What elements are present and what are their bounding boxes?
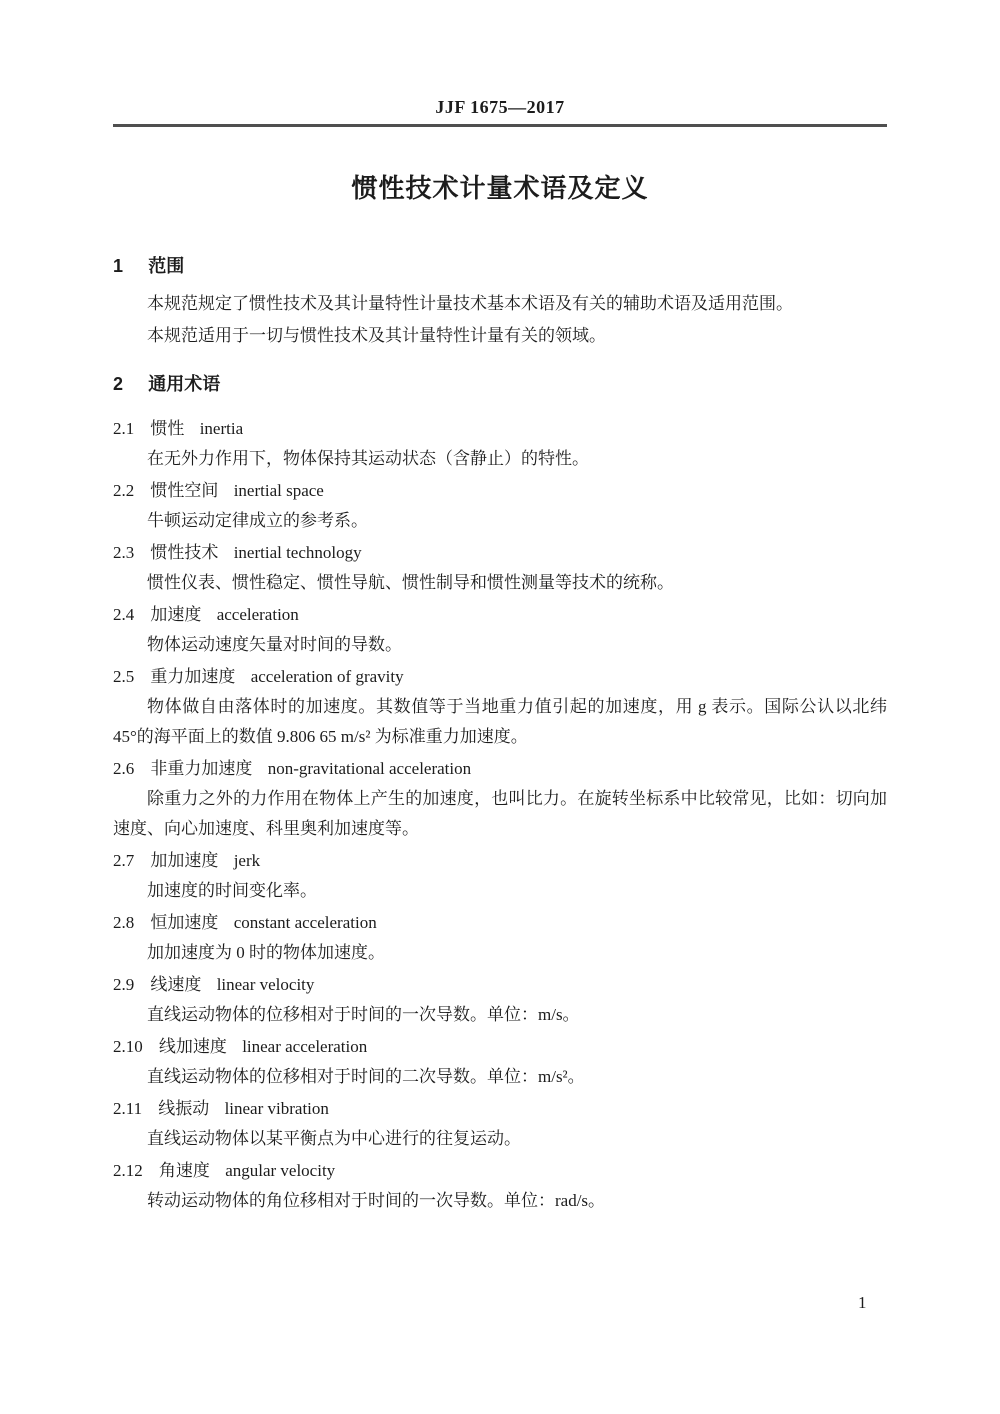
term-entry <box>113 754 887 844</box>
section-1-paragraphs <box>113 288 887 352</box>
section-2-heading <box>113 372 887 396</box>
term-definition: 物体运动速度矢量对时间的导数。 <box>147 635 402 654</box>
term-definition: 物体做自由落体时的加速度。其数值等于当地重力值引起的加速度，用 g 表示。国际公认以北纬 45°的海平面上的数值 9.806 65 m/s² 为标准重力加速度。 <box>113 697 887 746</box>
term-number: 2.11 <box>113 1099 143 1118</box>
term-heading <box>113 1032 887 1062</box>
term-heading <box>113 846 887 876</box>
term-number: 2.1 <box>113 419 135 438</box>
section-2-number: 2 <box>113 374 124 394</box>
term-heading <box>113 754 887 784</box>
term-heading <box>113 600 887 630</box>
term-zh: 加加速度 <box>150 851 219 870</box>
term-en: linear vibration <box>224 1099 329 1118</box>
section-1-heading <box>113 254 887 278</box>
term-definition: 直线运动物体的位移相对于时间的一次导数。单位：m/s。 <box>147 1005 580 1024</box>
section-1-title: 范围 <box>148 256 185 276</box>
term-heading <box>113 476 887 506</box>
term-entry <box>113 1094 887 1154</box>
term-entry <box>113 476 887 536</box>
term-number: 2.3 <box>113 543 135 562</box>
term-en: linear acceleration <box>242 1037 368 1056</box>
term-definition: 直线运动物体的位移相对于时间的二次导数。单位：m/s²。 <box>147 1067 585 1086</box>
term-definition: 牛顿运动定律成立的参考系。 <box>147 511 368 530</box>
term-en: angular velocity <box>225 1161 336 1180</box>
term-en: inertial space <box>233 481 324 500</box>
term-entry <box>113 970 887 1030</box>
term-entry <box>113 662 887 752</box>
term-definition: 除重力之外的力作用在物体上产生的加速度，也叫比力。在旋转坐标系中比较常见，比如：切向加速度、向心加速度、科里奥利加速度等。 <box>113 789 887 838</box>
term-heading <box>113 414 887 444</box>
term-number: 2.12 <box>113 1161 143 1180</box>
term-en: constant acceleration <box>233 913 377 932</box>
term-zh: 恒加速度 <box>150 913 219 932</box>
term-definition: 转动运动物体的角位移相对于时间的一次导数。单位：rad/s。 <box>147 1191 606 1210</box>
term-zh: 非重力加速度 <box>150 759 253 778</box>
term-number: 2.5 <box>113 667 135 686</box>
term-en: jerk <box>233 851 261 870</box>
term-number: 2.7 <box>113 851 135 870</box>
term-number: 2.6 <box>113 759 135 778</box>
term-heading <box>113 1094 887 1124</box>
term-zh: 线振动 <box>158 1099 210 1118</box>
term-definition: 在无外力作用下，物体保持其运动状态（含静止）的特性。 <box>147 449 589 468</box>
term-number: 2.10 <box>113 1037 143 1056</box>
term-en: non-gravitational acceleration <box>267 759 472 778</box>
term-zh: 角速度 <box>158 1161 210 1180</box>
term-zh: 加速度 <box>150 605 202 624</box>
term-number: 2.2 <box>113 481 135 500</box>
term-entry <box>113 846 887 906</box>
terms-list <box>113 414 887 1216</box>
doc-title: 惯性技术计量术语及定义 <box>351 173 649 203</box>
term-heading <box>113 662 887 692</box>
page-content <box>113 0 887 1216</box>
term-heading <box>113 970 887 1000</box>
term-entry <box>113 1032 887 1092</box>
paragraph: 本规范规定了惯性技术及其计量特性计量技术基本术语及有关的辅助术语及适用范围。 <box>147 294 793 313</box>
term-zh: 惯性 <box>150 419 185 438</box>
term-entry <box>113 414 887 474</box>
term-zh: 线速度 <box>150 975 202 994</box>
header-rule <box>113 124 887 127</box>
term-heading <box>113 1156 887 1186</box>
term-en: acceleration <box>216 605 299 624</box>
section-1-number: 1 <box>113 256 124 276</box>
term-zh: 惯性技术 <box>150 543 219 562</box>
section-scope <box>113 254 887 352</box>
term-heading <box>113 908 887 938</box>
term-en: acceleration of gravity <box>250 667 404 686</box>
section-general-terms <box>113 372 887 1216</box>
paragraph: 本规范适用于一切与惯性技术及其计量特性计量有关的领域。 <box>147 326 606 345</box>
term-definition: 惯性仪表、惯性稳定、惯性导航、惯性制导和惯性测量等技术的统称。 <box>147 573 674 592</box>
term-zh: 线加速度 <box>158 1037 227 1056</box>
page-number: 1 <box>858 1293 867 1312</box>
term-definition: 直线运动物体以某平衡点为中心进行的往复运动。 <box>147 1129 521 1148</box>
term-entry <box>113 600 887 660</box>
term-entry <box>113 1156 887 1216</box>
doc-number: JJF 1675—2017 <box>435 97 565 117</box>
term-definition: 加加速度为 0 时的物体加速度。 <box>147 943 385 962</box>
term-number: 2.8 <box>113 913 135 932</box>
term-number: 2.4 <box>113 605 135 624</box>
term-en: inertia <box>199 419 244 438</box>
term-en: inertial technology <box>233 543 362 562</box>
term-heading <box>113 538 887 568</box>
term-definition: 加速度的时间变化率。 <box>147 881 317 900</box>
term-entry <box>113 538 887 598</box>
term-zh: 惯性空间 <box>150 481 219 500</box>
section-2-title: 通用术语 <box>148 374 221 394</box>
term-en: linear velocity <box>216 975 315 994</box>
term-zh: 重力加速度 <box>150 667 236 686</box>
term-entry <box>113 908 887 968</box>
term-number: 2.9 <box>113 975 135 994</box>
